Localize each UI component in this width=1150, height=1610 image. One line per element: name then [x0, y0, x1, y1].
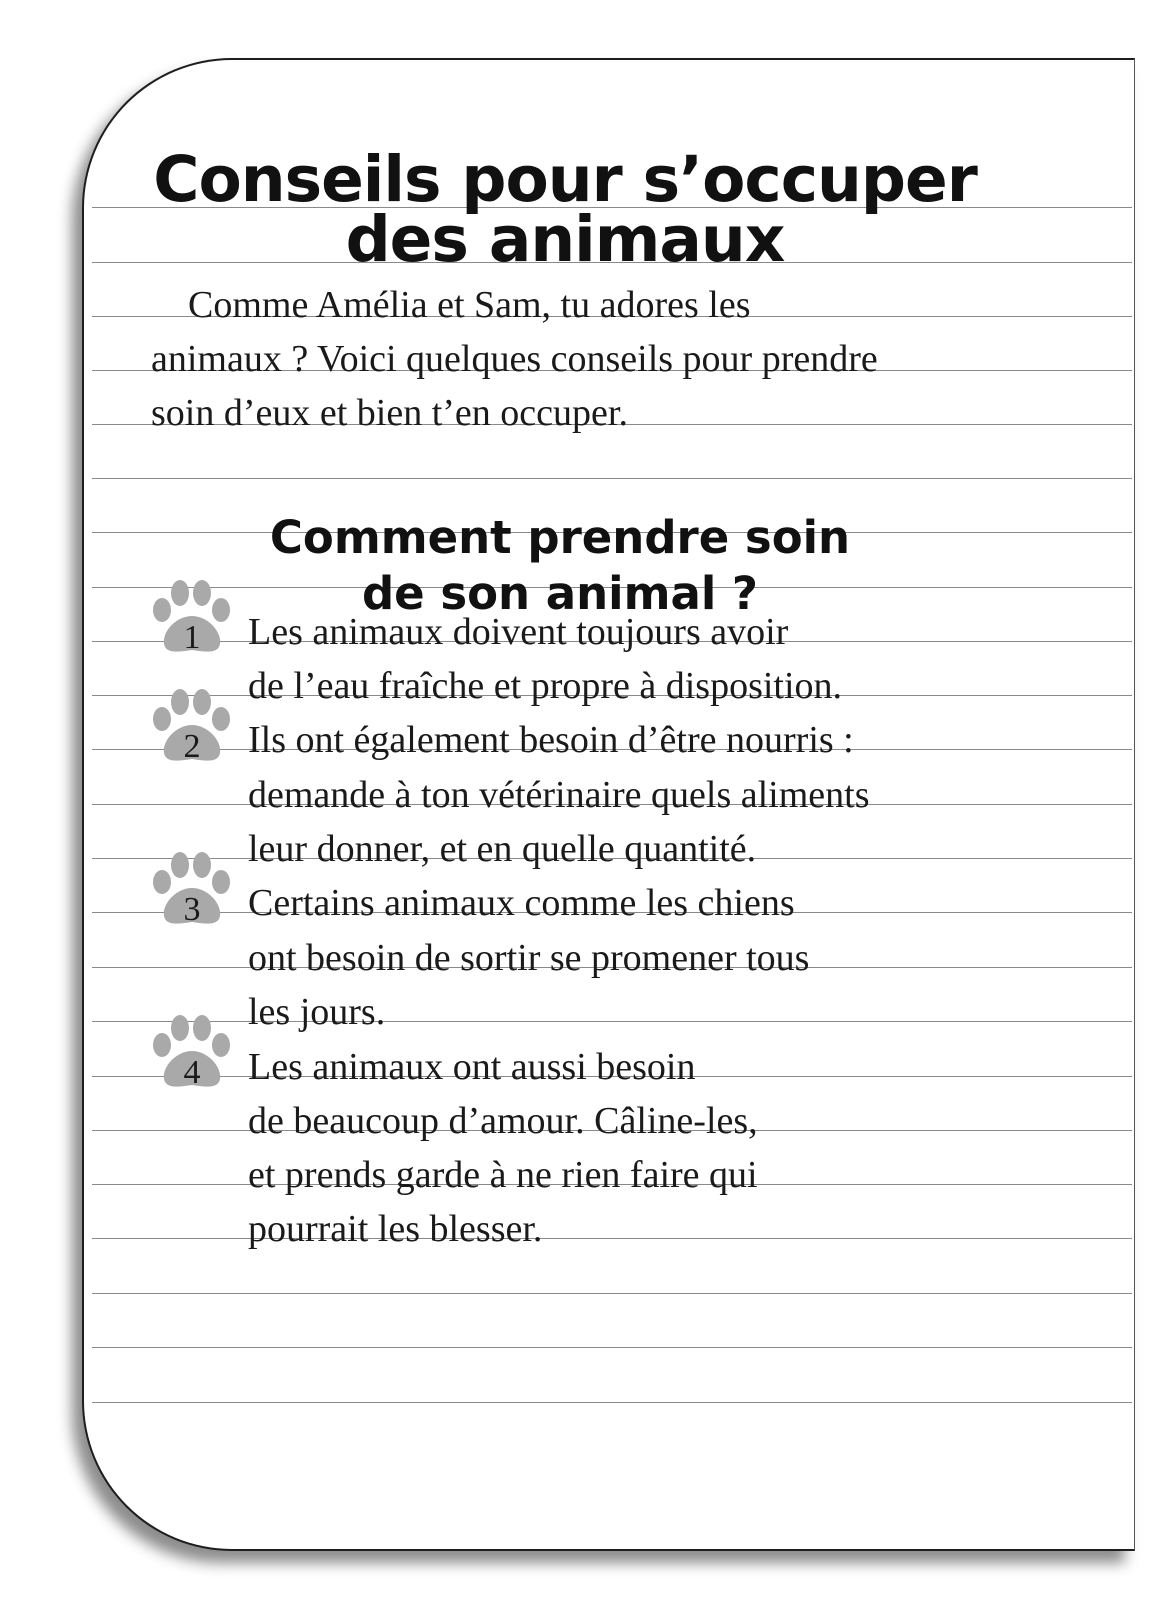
tip-1-marker — [150, 580, 236, 660]
intro-line-1: Comme Amélia et Sam, tu adores les — [188, 284, 751, 326]
section-title-line-2: de son animal ? — [361, 567, 759, 620]
intro-line-2: animaux ? Voici quelques conseils pour prendre — [151, 338, 878, 380]
tip-1-line-2: de l’eau fraîche et propre à disposition. — [248, 665, 843, 707]
tip-3-line-3: les jours. — [248, 991, 386, 1033]
tip-2-line-3: leur donner, et en quelle quantité. — [248, 828, 757, 870]
tip-3-line-1: Certains animaux comme les chiens — [248, 882, 795, 924]
page-title-line-2: des animaux — [345, 203, 785, 276]
tip-3-marker — [150, 852, 236, 932]
page-title — [150, 143, 980, 276]
page-title-line-1: Conseils pour s’occuper — [153, 143, 977, 216]
tip-4-line-2: de beaucoup d’amour. Câline-les, — [248, 1100, 758, 1142]
tip-4-marker — [150, 1015, 236, 1095]
tip-4-number: 4 — [183, 1054, 201, 1091]
ruled-line — [92, 478, 1132, 479]
tip-2-line-2: demande à ton vétérinaire quels aliments — [248, 774, 870, 816]
tip-2-number: 2 — [183, 728, 201, 765]
section-title — [200, 510, 920, 622]
tip-4-line-4: pourrait les blesser. — [248, 1208, 543, 1250]
tip-3-line-2: ont besoin de sortir se promener tous — [248, 937, 810, 979]
ruled-line — [92, 1402, 1132, 1403]
tip-1-number: 1 — [183, 619, 201, 656]
section-title-line-1: Comment prendre soin — [269, 511, 851, 564]
ruled-line — [92, 1293, 1132, 1294]
intro-line-3: soin d’eux et bien t’en occuper. — [151, 392, 628, 434]
tip-4-line-3: et prends garde à ne rien faire qui — [248, 1154, 758, 1196]
tip-1-line-1: Les animaux doivent toujours avoir — [248, 611, 789, 653]
tip-2-line-1: Ils ont également besoin d’être nourris : — [248, 719, 854, 761]
tip-2-marker — [150, 689, 236, 769]
ruled-line — [92, 1347, 1132, 1348]
tip-4-line-1: Les animaux ont aussi besoin — [248, 1046, 696, 1088]
tip-3-number: 3 — [183, 891, 201, 928]
